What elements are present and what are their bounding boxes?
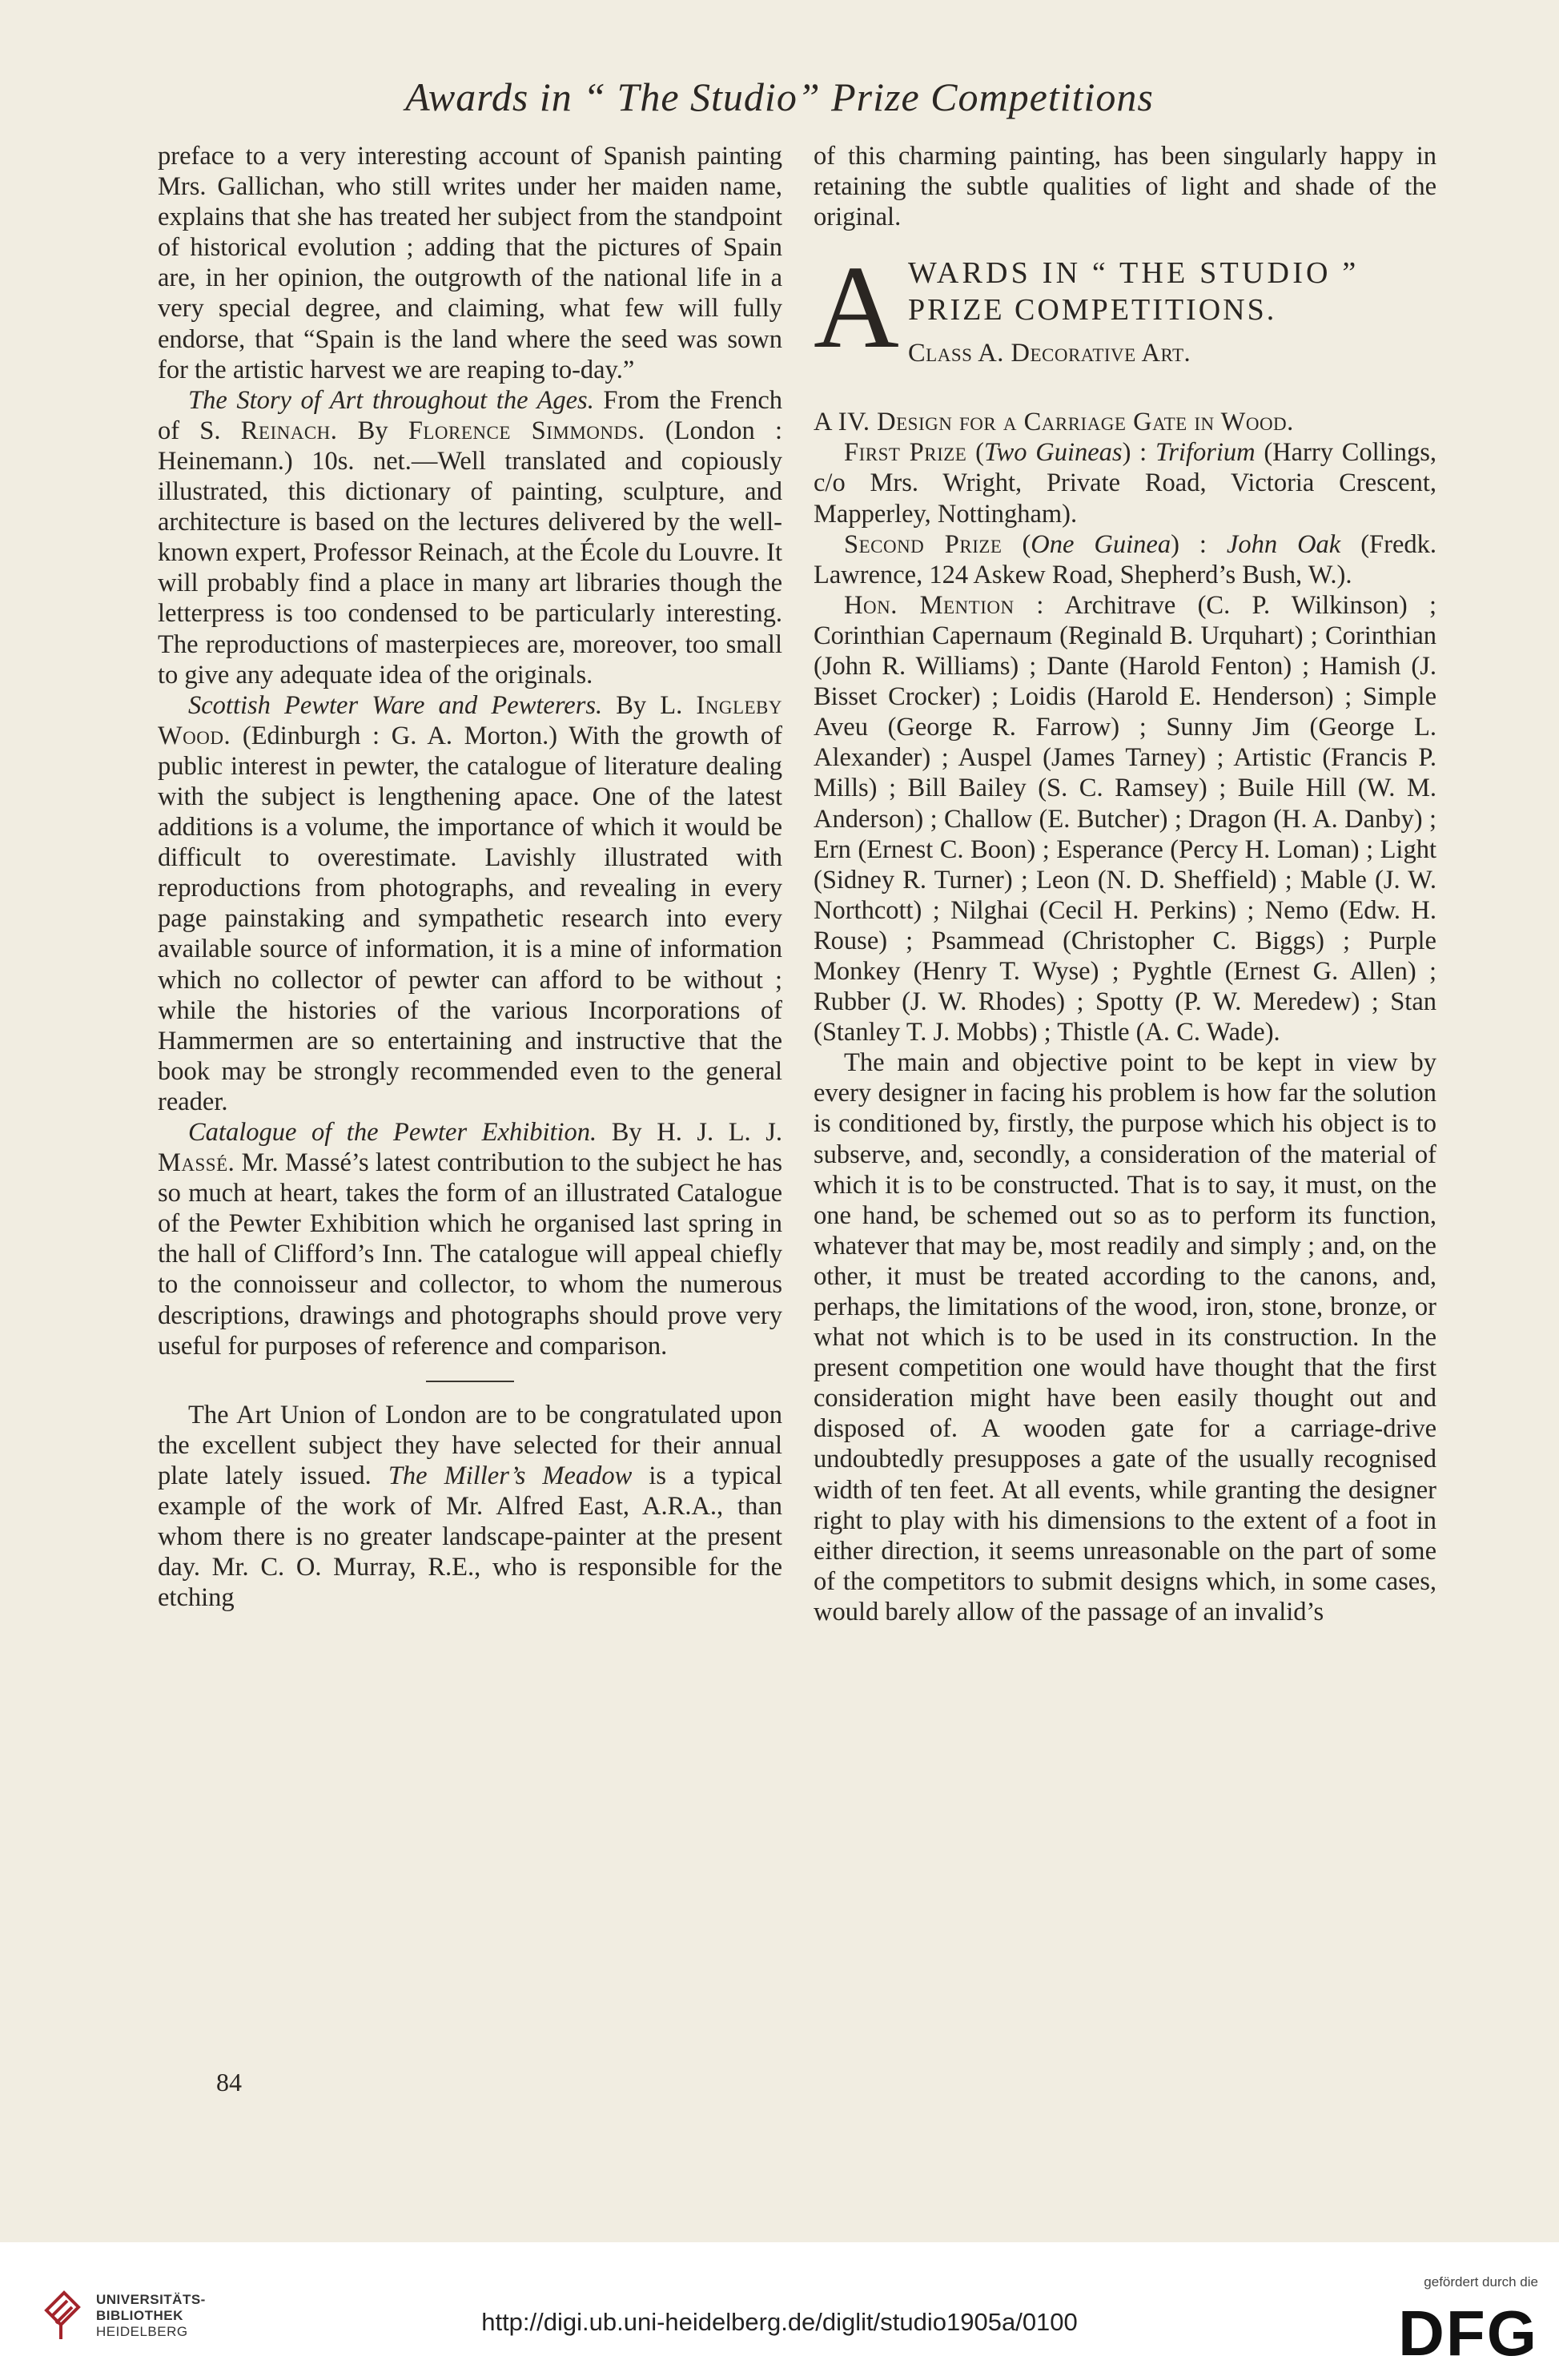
review-scottish-pewter: Scottish Pewter Ware and Pewterers. By L. Ingleby Wood. (Edinburgh : G. A. Morton.) With the growth of public interest in pewter, the catalogue of literature dealing with the subject is lengthening apace. One of the latest additions is a volume, the importance of which it would be difficult to overestimate. Lavishly illustrated with reproductions from photographs, and revealing in every page painstaking and sympathetic research into every available source of information, it is a mine of information which no collector of pewter can afford to be without ; while the histories of the various Incorporations of Hammermen are so entertaining and instructive that the book may be strongly recommended even to the general reader. [158, 690, 782, 1116]
paragraph-main-point: The main and objective point to be kept in view by every designer in facing his problem is how far the solution is conditioned by, firstly, the purpose which his object is to subserve, and, secondly, a consideration of the material of which it is to be constructed. That is to say, it must, on the one hand, be schemed out so as to perform its function, whatever that may be, most readily and simply ; and, on the other, it must be treated according to the canons, and, perhaps, the limitations of the wood, iron, stone, bronze, or what not which is to be used in its construction. In the present competition one would have thought that the first consideration might have been easily thought out and disposed of. A wooden gate for a carriage-drive undoubtedly presupposes a gate of the usually recognised width of ten feet. At all events, while granting the designer right to play with his dimensions to the extent of a foot in either direction, it seems unreasonable on the part of some of the competitors to submit designs which, in some cases, would barely allow of the passage of an invalid’s [814, 1048, 1436, 1626]
paragraph-etching-continued: of this charming painting, has been singularly happy in retaining the subtle qualities of light and shade of the original. [814, 142, 1436, 232]
paragraph-spanish-painting: preface to a very interesting account of Spanish painting Mrs. Gallichan, who still writes under her maiden name, explains that she has treated her subject from the standpoint of historical evolution ; adding that the pictures of Spain are, in her opinion, the outgrowth of the national life in a very special degree, and claiming, what few will fully endorse, that “Spain is the land where the seed was sown for the artistic harvest we are reaping to-day.” [158, 142, 782, 384]
heading-line-1: WARDS IN “ THE STUDIO ” [908, 256, 1360, 291]
honourable-mentions: Hon. Mention : Architrave (C. P. Wilkinson) ; Corinthian Capernaum (Reginald B. Urquhart) ; Corinthian (John R. Williams) ; Dante (Harold Fenton) ; Hamish (J. Bisset Crocker) ; Loidis (Harold E. Henderson) ; Simple Aveu (George R. Farrow) ; Sunny Jim (George L. Alexander) ; Auspel (James Tarney) ; Artistic (Francis P. Mills) ; Bill Bailey (S. C. Ramsey) ; Buile Hill (W. M. Anderson) ; Challow (E. Butcher) ; Dragon (H. A. Danby) ; Ern (Ernest C. Boon) ; Esperance (Percy H. Loman) ; Light (Sidney R. Turner) ; Leon (N. D. Sheffield) ; Mable (J. W. Northcott) ; Nilghai (Cecil H. Perkins) ; Nemo (Edw. H. Rouse) ; Psammead (Christopher C. Biggs) ; Purple Monkey (Henry T. Wyse) ; Pyghtle (Ernest G. Allen) ; Rubber (J. W. Rhodes) ; Spotty (P. W. Meredew) ; Stan (Stanley T. J. Mobbs) ; Thistle (A. C. Wade). [814, 590, 1436, 1047]
right-column [814, 141, 1436, 1627]
page-number: 84 [216, 2068, 242, 2097]
class-heading: Class A. Decorative Art. [908, 339, 1191, 368]
running-head: Awards in “ The Studio” Prize Competitions [405, 74, 1154, 119]
section-heading: A IV. Design for a Carriage Gate in Wood. [814, 408, 1294, 437]
left-column [158, 141, 782, 1613]
source-url-link[interactable]: http://digi.ub.uni-heidelberg.de/diglit/studio1905a/0100 [481, 2308, 1078, 2336]
second-prize: Second Prize (One Guinea) : John Oak (Fredk. Lawrence, 124 Askew Road, Shepherd’s Bush, W.). [814, 529, 1436, 589]
library-name: UNIVERSITÄTS- BIBLIOTHEK HEIDELBERG [96, 2292, 206, 2339]
article-heading [814, 242, 1436, 407]
dfg-logo: DFG [1398, 2298, 1538, 2369]
section-divider [426, 1381, 514, 1382]
review-pewter-catalogue: Catalogue of the Pewter Exhibition. By H. J. L. J. Massé. Mr. Massé’s latest contribution to the subject he has so much at heart, takes the form of an illustrated Catalogue of the Pewter Exhibition which he organised last spring in the hall of Clifford’s Inn. The catalogue will appeal chiefly to the connoisseur and collector, to whom the numerous descriptions, drawings and photographs should prove very useful for purposes of reference and comparison. [158, 1118, 782, 1361]
drop-cap: A [814, 242, 899, 374]
funder-note: gefördert durch die [1424, 2274, 1538, 2290]
first-prize: First Prize (Two Guineas) : Triforium (Harry Collings, c/o Mrs. Wright, Private Road, Victoria Crescent, Mapperley, Nottingham). [814, 438, 1436, 529]
review-story-of-art: The Story of Art throughout the Ages. From the French of S. Reinach. By Florence Simmonds. (London : Heinemann.) 10s. net.—Well translated and copiously illustrated, this dictionary of painting, sculpture, and architecture is based on the lectures delivered by the well-known expert, Professor Reinach, at the École du Louvre. It will probably find a place in many art libraries though the letterpress is too condensed to be particularly interesting. The reproductions of masterpieces are, moreover, too small to give any adequate idea of the originals. [158, 385, 782, 689]
heading-line-2: PRIZE COMPETITIONS. [908, 293, 1277, 328]
paragraph-art-union: The Art Union of London are to be congratulated upon the excellent subject they have selected for their annual plate lately issued. The Miller’s Meadow is a typical example of the work of Mr. Alfred East, A.R.A., than whom there is no greater landscape-painter at the present day. Mr. C. O. Murray, R.E., who is responsible for the etching [158, 1400, 782, 1613]
